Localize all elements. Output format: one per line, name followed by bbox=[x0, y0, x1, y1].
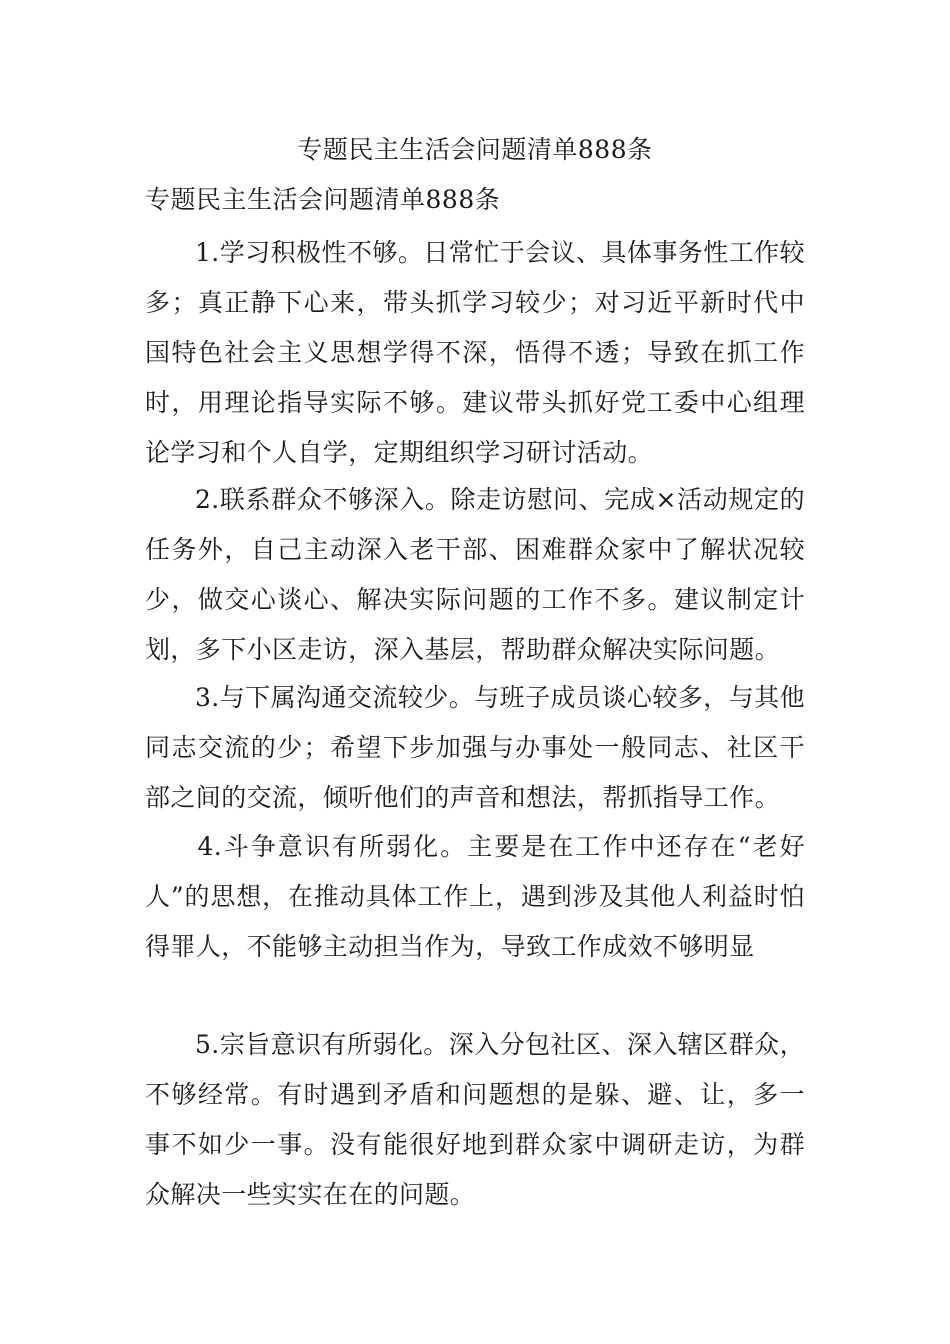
paragraph-3: 3.与下属沟通交流较少。与班子成员谈心较多，与其他同志交流的少；希望下步加强与办事处一般同志、社区干部之间的交流，倾听他们的声音和想法，帮抓指导工作。 bbox=[145, 683, 805, 812]
paragraph-5: 5.宗旨意识有所弱化。深入分包社区、深入辖区群众，不够经常。有时遇到矛盾和问题想的是躲、避、让，多一事不如少一事。没有能很好地到群众家中调研走访，为群众解决一些实实在在的问题。 bbox=[145, 1030, 805, 1209]
paragraph-1: 1.学习积极性不够。日常忙于会议、具体事务性工作较多；真正静下心来，带头抓学习较少；对习近平新时代中国特色社会主义思想学得不深，悟得不透；导致在抓工作时，用理论指导实际不够。建议带头抓好党工委中心组理论学习和个人自学，定期组织学习研讨活动。 bbox=[145, 238, 805, 467]
paragraph-4: 4.斗争意识有所弱化。主要是在工作中还存在“老好人”的思想，在推动具体工作上，遇到涉及其他人利益时怕得罪人，不能够主动担当作为，导致工作成效不够明显 bbox=[145, 832, 805, 961]
document-title: 专题民主生活会问题清单888条 bbox=[297, 135, 653, 164]
paragraph-2: 2.联系群众不够深入。除走访慰问、完成×活动规定的任务外，自己主动深入老干部、困难群众家中了解状况较少，做交心谈心、解决实际问题的工作不多。建议制定计划，多下小区走访，深入基层，帮助群众解决实际问题。 bbox=[145, 485, 805, 664]
document-subtitle: 专题民主生活会问题清单888条 bbox=[145, 185, 501, 214]
